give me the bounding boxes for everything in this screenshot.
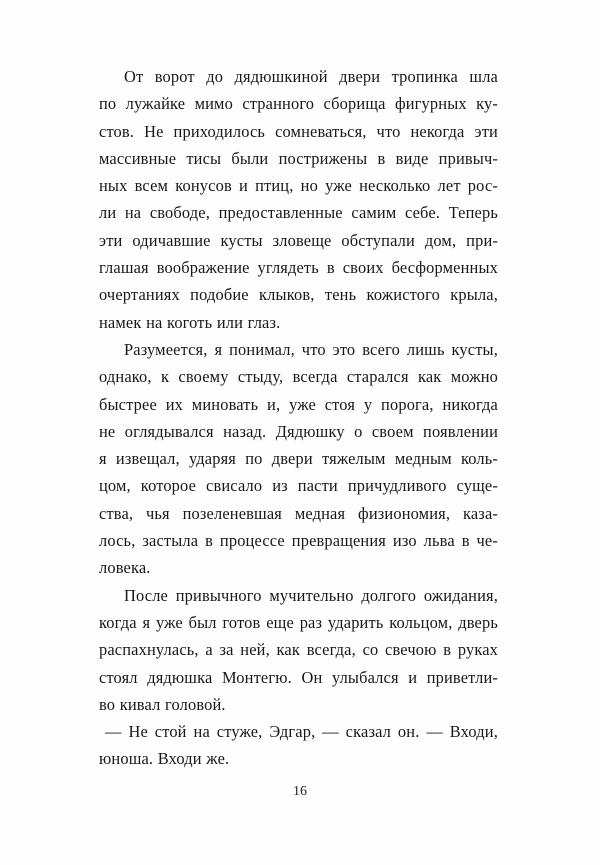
- text-line: От ворот до дядюшкиной двери тропинка шла: [124, 67, 498, 86]
- paragraph-3: [99, 582, 498, 718]
- text-line: распахнулась, а за ней, как всегда, со свечою в руках: [99, 640, 498, 660]
- text-line: по лужайке мимо странного сборища фигурных ку-: [99, 94, 498, 114]
- paragraph-4-dialogue: [99, 718, 498, 773]
- text-line: юноша. Входи же.: [99, 749, 230, 769]
- text-line: эти одичавшие кусты зловеще обступали дом, при-: [99, 230, 498, 250]
- text-line: не оглядывался назад. Дядюшку о своем появлении: [99, 421, 498, 441]
- text-line: стов. Не приходилось сомневаться, что некогда эти: [99, 121, 498, 141]
- text-line: — Не стой на стуже, Эдгар, — сказал он. — Входи,: [105, 722, 498, 742]
- text-line: глашая воображение углядеть в своих бесформенных: [99, 258, 498, 278]
- text-line: я извещал, ударяя по двери тяжелым медным коль-: [99, 449, 498, 469]
- text-line: массивные тисы были пострижены в виде привыч-: [99, 148, 498, 168]
- text-line: лось, застыла в процессе превращения изо льва в че-: [99, 531, 498, 551]
- text-line: когда я уже был готов еще раз ударить кольцом, дверь: [99, 612, 498, 632]
- text-line: После привычного мучительно долгого ожидания,: [124, 585, 498, 605]
- text-line: однако, к своему стыду, всегда старался как можно: [99, 367, 498, 387]
- text-line: стоял дядюшка Монтегю. Он улыбался и приветли-: [99, 667, 498, 687]
- text-line: намек на коготь или глаз.: [99, 312, 281, 332]
- text-line: ли на свободе, предоставленные самим себе. Теперь: [99, 203, 498, 223]
- paragraph-2: [99, 336, 498, 582]
- page-number: 16: [293, 784, 307, 799]
- text-line: очертаниях подобие клыков, тень кожистого крыла,: [99, 285, 498, 305]
- text-line: ловека.: [99, 558, 151, 578]
- paragraph-1: [99, 63, 498, 336]
- text-line: во кивал головой.: [99, 694, 226, 714]
- page-text-block: [99, 63, 498, 773]
- text-line: ных всем конусов и птиц, но уже несколько лет рос-: [99, 176, 498, 196]
- text-line: цом, которое свисало из пасти причудливого суще-: [99, 476, 498, 496]
- text-line: быстрее их миновать и, уже стоя у порога, никогда: [99, 394, 498, 414]
- text-line: ства, чья позеленевшая медная физиономия, каза-: [99, 503, 498, 523]
- text-line: Разумеется, я понимал, что это всего лишь кусты,: [124, 339, 498, 359]
